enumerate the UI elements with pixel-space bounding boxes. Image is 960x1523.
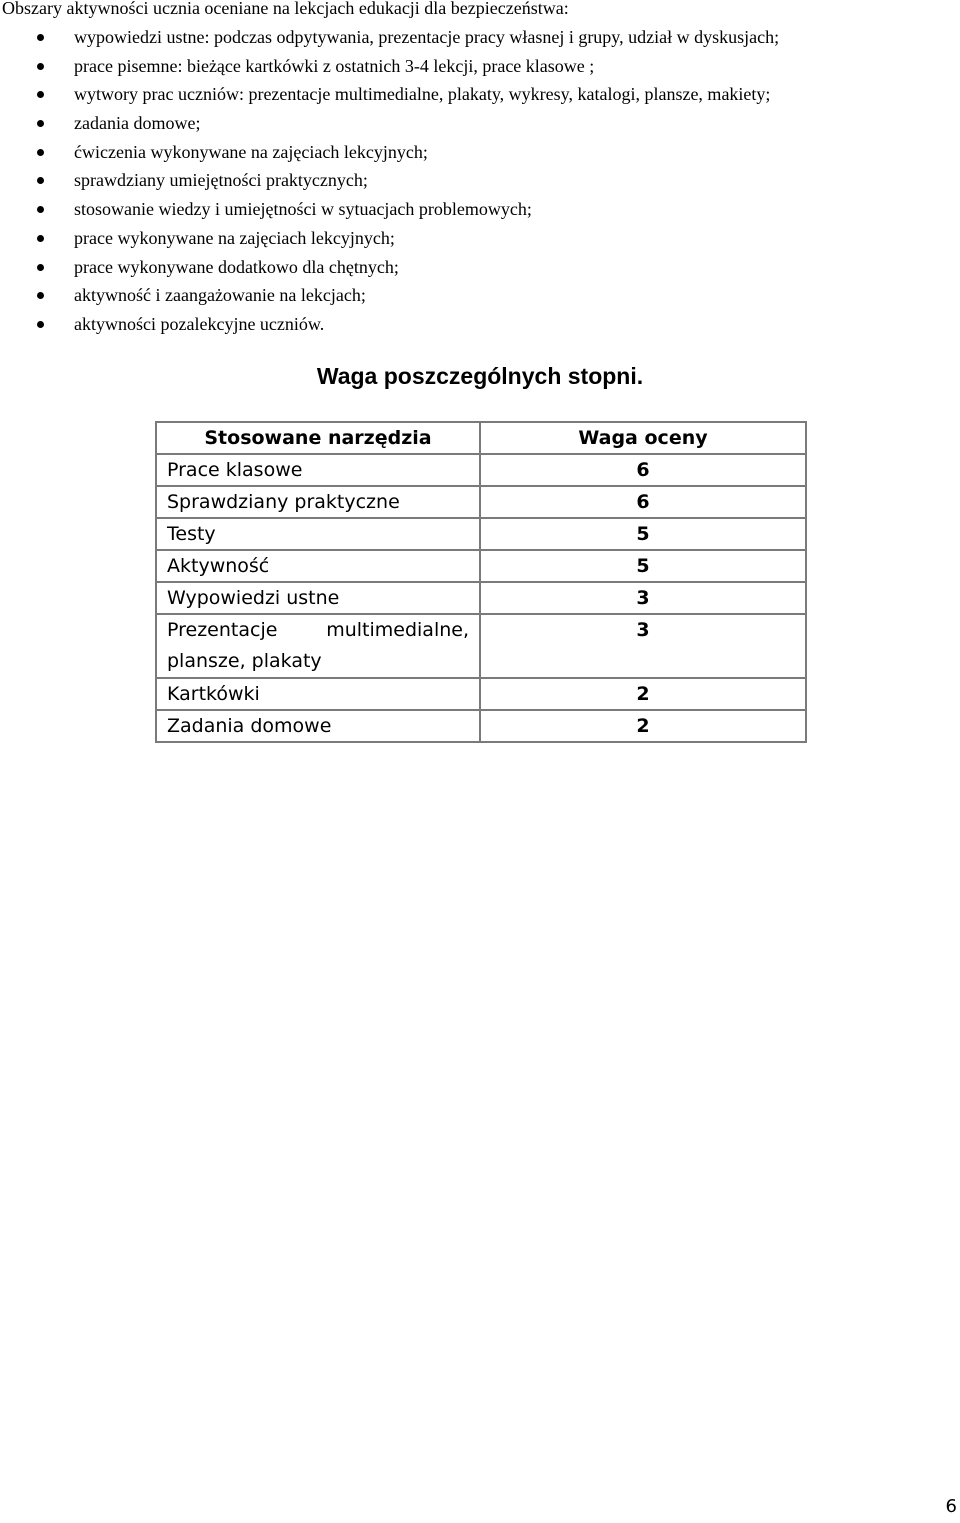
weight-cell: 3 — [480, 582, 806, 614]
bullet-icon — [37, 235, 44, 242]
list-item-text: wytwory prac uczniów: prezentacje multimedialne, plakaty, wykresy, katalogi, plansze, makiety; — [74, 84, 771, 105]
list-item — [0, 224, 779, 253]
table-row — [156, 486, 806, 518]
weights-table — [155, 421, 807, 743]
table-row — [156, 614, 806, 678]
tool-cell: Sprawdziany praktyczne — [156, 486, 480, 518]
column-header-tool: Stosowane narzędzia — [156, 422, 480, 454]
list-item — [0, 52, 779, 81]
weight-cell: 2 — [480, 710, 806, 742]
tool-cell: Kartkówki — [156, 678, 480, 710]
weight-cell: 6 — [480, 454, 806, 486]
list-item-text: prace pisemne: bieżące kartkówki z ostatnich 3-4 lekcji, prace klasowe ; — [74, 55, 595, 76]
list-item — [0, 23, 779, 52]
list-item-text: aktywność i zaangażowanie na lekcjach; — [74, 285, 366, 306]
table-header-row — [156, 422, 806, 454]
bullet-icon — [37, 91, 44, 98]
weight-cell: 2 — [480, 678, 806, 710]
list-item-text: prace wykonywane dodatkowo dla chętnych; — [74, 256, 399, 277]
column-header-weight: Waga oceny — [480, 422, 806, 454]
weight-cell: 5 — [480, 550, 806, 582]
bullet-icon — [37, 292, 44, 299]
section-title: Waga poszczególnych stopni. — [316, 363, 644, 389]
list-item-text: ćwiczenia wykonywane na zajęciach lekcyjnych; — [74, 141, 428, 162]
bullet-icon — [37, 63, 44, 70]
list-item — [0, 138, 779, 167]
tool-cell: Prace klasowe — [156, 454, 480, 486]
table-row — [156, 550, 806, 582]
list-item-text: aktywności pozalekcyjne uczniów. — [74, 313, 325, 334]
weight-cell: 5 — [480, 518, 806, 550]
list-item-text: stosowanie wiedzy i umiejętności w sytuacjach problemowych; — [74, 199, 532, 220]
bullet-icon — [37, 120, 44, 127]
list-item — [0, 166, 779, 195]
bullet-icon — [37, 321, 44, 328]
bullet-icon — [37, 177, 44, 184]
table-row — [156, 710, 806, 742]
tool-cell: Prezentacje multimedialne, plansze, plakaty — [156, 614, 480, 678]
bullet-icon — [37, 264, 44, 271]
bullet-icon — [37, 206, 44, 213]
weight-cell: 6 — [480, 486, 806, 518]
list-item — [0, 80, 779, 109]
bullet-icon — [37, 34, 44, 41]
weight-cell: 3 — [480, 614, 806, 678]
activity-list — [0, 23, 779, 339]
tool-cell: Testy — [156, 518, 480, 550]
list-item — [0, 281, 779, 310]
tool-cell: Aktywność — [156, 550, 480, 582]
list-item-text: prace wykonywane na zajęciach lekcyjnych; — [74, 227, 395, 248]
list-item-text: zadania domowe; — [74, 113, 201, 134]
table-row — [156, 678, 806, 710]
table-row — [156, 582, 806, 614]
list-item — [0, 253, 779, 282]
table-row — [156, 454, 806, 486]
list-item — [0, 109, 779, 138]
page-number: 6 — [945, 1496, 957, 1517]
table-row — [156, 518, 806, 550]
bullet-icon — [37, 149, 44, 156]
tool-cell: Wypowiedzi ustne — [156, 582, 480, 614]
list-item-text: sprawdziany umiejętności praktycznych; — [74, 170, 368, 191]
intro-heading: Obszary aktywności ucznia oceniane na lekcjach edukacji dla bezpieczeństwa: — [2, 0, 569, 18]
tool-cell: Zadania domowe — [156, 710, 480, 742]
list-item-text: wypowiedzi ustne: podczas odpytywania, prezentacje pracy własnej i grupy, udział w dyskusjach; — [74, 27, 780, 47]
list-item — [0, 195, 779, 224]
list-item — [0, 310, 779, 339]
